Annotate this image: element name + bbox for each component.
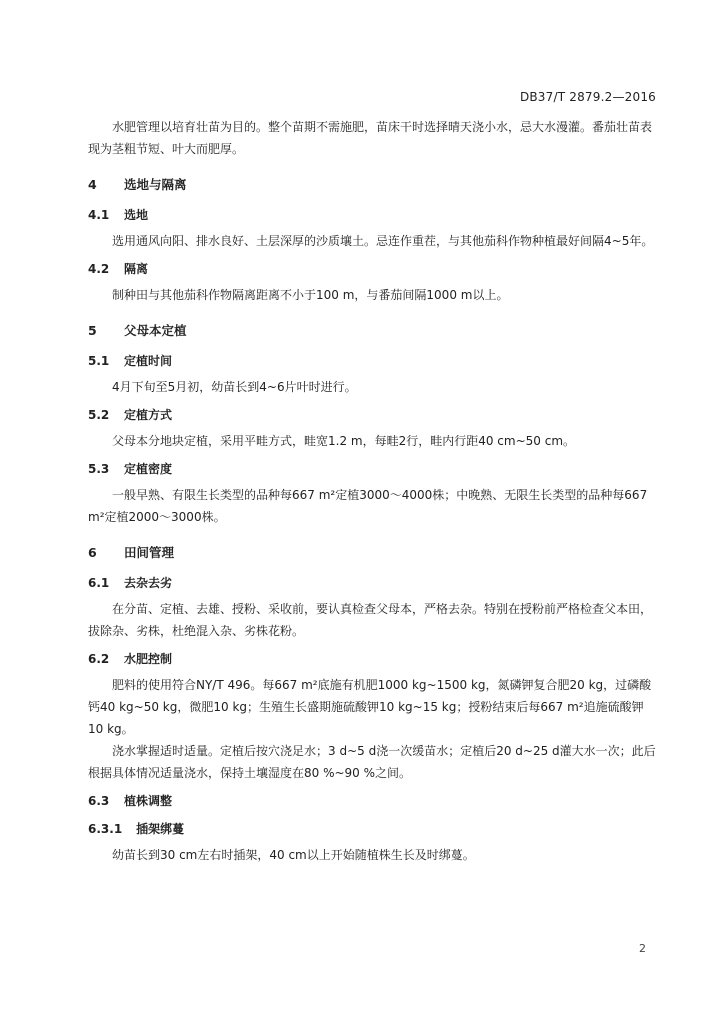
subsection-number: 6.1 <box>88 576 110 590</box>
paragraph: 一般早熟、有限生长类型的品种每667 m²定植3000～4000株；中晚熟、无限生长类型的品种每667 m²定植2000～3000株。 <box>88 488 648 524</box>
section-number: 5 <box>88 323 97 338</box>
subsection-number: 4.2 <box>88 262 110 276</box>
subsection-heading-4-2 <box>88 258 656 280</box>
paragraph: 水肥管理以培育壮苗为目的。整个苗期不需施肥，苗床干时选择晴天浇小水，忌大水漫灌。番茄壮苗表现为茎粗节短、叶大而肥厚。 <box>88 120 653 156</box>
section-title: 父母本定植 <box>124 323 187 338</box>
section-title: 选地与隔离 <box>124 177 187 192</box>
subsection-title: 插架绑蔓 <box>136 822 185 836</box>
paragraph: 父母本分地块定植，采用平畦方式，畦宽1.2 m，每畦2行，畦内行距40 cm~50 cm。 <box>112 434 576 448</box>
section-title: 田间管理 <box>124 545 175 560</box>
subsection-number: 4.1 <box>88 208 110 222</box>
section-number: 6 <box>88 545 97 560</box>
section-heading-5 <box>88 320 656 342</box>
section-heading-4 <box>0 174 656 196</box>
subsection-title: 水肥控制 <box>124 652 173 666</box>
paragraph: 肥料的使用符合NY/T 496。每667 m²底施有机肥1000 kg~1500 kg，氮磷钾复合肥20 kg，过磷酸钙40 kg~50 kg，微肥10 kg；生殖生长盛期施硫酸钾10 kg~15 kg；授粉结束后每667 m²追施硫酸钾10 kg。 <box>88 678 652 736</box>
subsection-title: 隔离 <box>124 262 149 276</box>
subsection-heading-5-3 <box>88 458 656 480</box>
subsection-heading-6-2 <box>88 648 656 670</box>
section-number: 4 <box>88 177 97 192</box>
paragraph: 浇水掌握适时适量。定植后按穴浇足水；3 d~5 d浇一次缓苗水；定植后20 d~25 d灌大水一次；此后根据具体情况适量浇水，保持土壤湿度在80 %~90 %之间。 <box>88 744 656 780</box>
paragraph: 4月下旬至5月初，幼苗长到4~6片叶时进行。 <box>112 380 357 394</box>
paragraph: 选用通风向阳、排水良好、土层深厚的沙质壤土。忌连作重茬，与其他茄科作物种植最好间隔4~5年。 <box>112 234 654 248</box>
section-heading-6 <box>88 542 656 564</box>
subsection-title: 选地 <box>124 208 149 222</box>
subsection-heading-5-2 <box>88 404 656 426</box>
document-body <box>88 116 656 866</box>
subsection-number: 5.1 <box>88 354 110 368</box>
document-id-header: DB37/T 2879.2—2016 <box>519 90 656 104</box>
subsection-heading-5-1 <box>88 350 656 372</box>
paragraph: 幼苗长到30 cm左右时插架，40 cm以上开始随植株生长及时绑蔓。 <box>112 848 475 862</box>
page-number: 2 <box>639 942 646 955</box>
subsection-title: 去杂去劣 <box>124 576 173 590</box>
subsection-number: 5.2 <box>88 408 110 422</box>
subsection-title: 定植方式 <box>124 408 173 422</box>
subsection-number: 6.2 <box>88 652 110 666</box>
paragraph: 制种田与其他茄科作物隔离距离不小于100 m，与番茄间隔1000 m以上。 <box>112 288 509 302</box>
subsection-title: 定植密度 <box>124 462 173 476</box>
subsection-number: 6.3.1 <box>88 822 123 836</box>
subsection-heading-6-1 <box>88 572 656 594</box>
paragraph: 在分苗、定植、去雄、授粉、采收前，要认真检查父母本，严格去杂。特别在授粉前严格检查父本田，拔除杂、劣株，杜绝混入杂、劣株花粉。 <box>88 602 653 638</box>
subsection-title: 定植时间 <box>124 354 173 368</box>
subsection-heading-4-1 <box>88 204 656 226</box>
subsection-number: 6.3 <box>88 794 110 808</box>
subsection-heading-6-3-1 <box>88 818 656 840</box>
subsection-title: 植株调整 <box>124 794 173 808</box>
subsection-heading-6-3 <box>88 790 656 812</box>
subsection-number: 5.3 <box>88 462 110 476</box>
